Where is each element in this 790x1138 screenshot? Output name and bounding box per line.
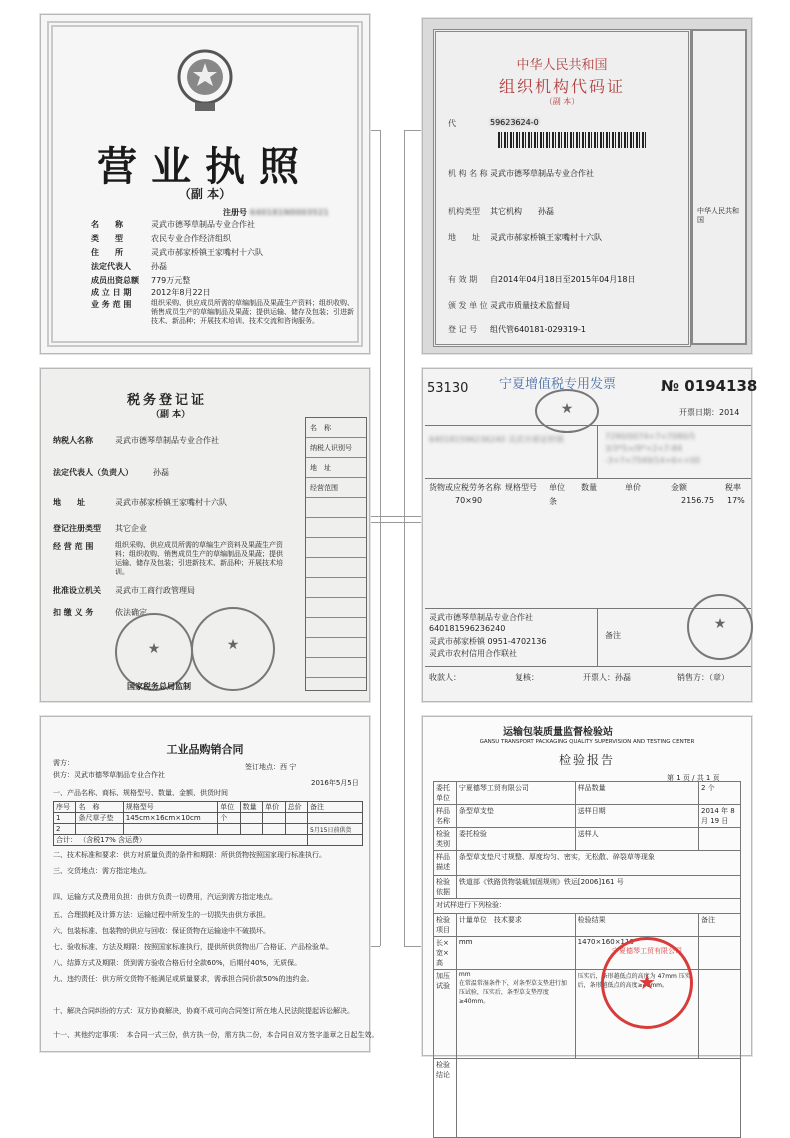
tax-bureau-seal: ★ — [115, 613, 193, 691]
contract-clause: 七、验收标准、方法及期限：按照国家标准执行，提供所供货物出厂合格证、产品检验单。 — [53, 943, 333, 951]
right-label: 经营范围 — [310, 484, 338, 492]
invoice-table — [425, 425, 751, 690]
field-value: 2014 年 8 月 19 日 — [698, 805, 740, 828]
page-indicator: 第 1 页 / 共 1 页 — [667, 774, 720, 782]
purchase-contract-scan — [40, 716, 379, 1052]
inspection-report-scan — [422, 716, 752, 1079]
result-cell — [698, 970, 740, 1059]
cipher-area: 3/3*5>/9*+2<7-84 — [605, 444, 683, 453]
license-field: 成员出资总额 779万元整 — [91, 276, 191, 285]
table-header: 单位 — [218, 802, 240, 813]
connector-line — [404, 946, 422, 947]
cert-copy-label: （副 本） — [544, 97, 580, 106]
connector-line — [380, 130, 381, 946]
document-subtitle: （副 本） — [178, 187, 232, 201]
table-cell: 2 — [54, 824, 76, 835]
contract-clause: 五、合理损耗及计算方法：运输过程中所发生的一切损失由供方承担。 — [53, 911, 270, 919]
table-header: 总价 — [285, 802, 307, 813]
national-emblem-icon — [175, 45, 235, 115]
payee-label: 收款人： — [429, 673, 461, 682]
cert-title-line2: 组织机构代码证 — [498, 77, 625, 96]
result-cell: mm 在常温常湿条件下，对条型草支垫进行加压试验，压实后，条型草支垫厚度≥40mm。 — [456, 970, 575, 1059]
contract-product-table — [53, 801, 363, 846]
table-cell: 5月15日前供货 — [308, 824, 363, 835]
table-cell: 条尺草子垫 — [76, 813, 123, 824]
drawer-label: 开票人：孙磊 — [583, 673, 631, 682]
contract-clause: 十、解决合同纠纷的方式：双方协商解决，协商不成可向合同签订所在地人民法院提起诉讼解决。 — [53, 1007, 354, 1015]
inspection-table — [433, 781, 741, 1138]
field-label: 样品名称 — [434, 805, 457, 828]
result-header: 计量单位 技术要求 — [456, 914, 575, 937]
cipher-area: 7290/0074+7<7080/5 — [605, 432, 696, 441]
org-field: 机 构 名 称 灵武市德琴草制品专业合作社 — [448, 169, 594, 178]
tax-field: 批准设立机关 灵武市工商行政管理局 — [53, 586, 195, 595]
field-label: 委托单位 — [434, 782, 457, 805]
license-field: 住 所 灵武市郝家桥镇王家嘴村十六队 — [91, 248, 263, 257]
invoice-seal: ★ — [535, 389, 599, 433]
org-field: 颁 发 单 位 灵武市质量技术监督局 — [448, 301, 570, 310]
code-field: 代 59623624-0 — [448, 118, 539, 128]
table-cell — [218, 824, 240, 835]
field-label: 样品数量 — [575, 782, 698, 805]
tax-field: 扣 缴 义 务 依法确定 — [53, 608, 147, 617]
result-cell: 加压试验 — [434, 970, 457, 1059]
connector-line — [404, 130, 405, 946]
tax-field: 法定代表人（负责人） 孙磊 — [53, 468, 169, 477]
org-name: 运输包装质量监督检验站 — [503, 727, 613, 738]
table-header: 序号 — [54, 802, 76, 813]
connector-line — [368, 522, 422, 523]
seal-text: 宁夏德琴工贸有限公司 — [612, 947, 682, 955]
document-title: 工业品购销合同 — [166, 743, 244, 756]
seller-name: 灵武市德琴草制品专业合作社 — [429, 613, 533, 622]
col-header: 规格型号 — [505, 483, 537, 492]
seller-tax-no: 640181596236240 — [429, 624, 506, 633]
certificate-frame — [433, 29, 691, 347]
field-value: 2 个 — [698, 782, 740, 805]
sign-place: 签订地点：西 宁 — [245, 763, 297, 771]
issuer-label: 国家税务总局监制 — [127, 682, 191, 691]
table-header: 名 称 — [76, 802, 123, 813]
result-header: 检验项目 — [434, 914, 457, 937]
license-field: 成 立 日 期 2012年8月22日 — [91, 288, 211, 297]
tax-field: 纳税人名称 灵武市德琴草制品专业合作社 — [53, 436, 219, 445]
buyer-line: 需方： — [53, 759, 74, 767]
company-seal — [601, 937, 693, 1029]
result-cell: 压实后，条形越低点的高度为 47mm 压实后，条形越低点的高度≥40mm。 — [575, 970, 698, 1059]
side-text: 中华人民共和国 — [697, 207, 739, 224]
field-label: 检验类别 — [434, 828, 457, 851]
conclusion-cell — [456, 1059, 740, 1138]
vat-invoice-scan — [422, 368, 758, 702]
field-value — [698, 828, 740, 851]
result-cell: mm — [456, 937, 575, 970]
table-cell — [76, 824, 123, 835]
field-label: 送样人 — [575, 828, 698, 851]
table-cell: 个 — [218, 813, 240, 824]
remark-label: 备注 — [605, 631, 621, 640]
contract-clause: 八、结算方式及期限：货到需方验收合格后付全款60%，后期付40%，无质保。 — [53, 959, 302, 967]
seller-bank: 灵武市农村信用合作联社 — [429, 649, 517, 658]
field-value: 条型草支垫尺寸规整、厚度均匀、密实，无松散、碎裂草等现象 — [456, 851, 740, 876]
document-subtitle: （副 本） — [151, 410, 191, 420]
invoice-code: 53130 — [427, 381, 469, 396]
tax-field: 登记注册类型 其它企业 — [53, 524, 147, 533]
connector-line — [404, 130, 422, 131]
seller-address: 灵武市郝家桥镇 0951-4702136 — [429, 637, 547, 646]
contract-clause: 十一、其他约定事项： 本合同一式三份，供方执一份，需方执二份，本合同自双方签字盖章之日起生效。 — [53, 1031, 379, 1039]
contract-clause: 四、运输方式及费用负担：由供方负责一切费用，汽运到需方指定地点。 — [53, 893, 277, 901]
result-header: 检验结果 — [575, 914, 698, 937]
unit-value: 条 — [549, 497, 557, 506]
table-header: 数量 — [240, 802, 262, 813]
amount-value: 2156.75 — [681, 496, 715, 505]
tax-registration-scan — [40, 368, 370, 702]
contract-clause: 二、技术标准和要求：供方对质量负责的条件和期限：所供货物按照国家现行标准执行。 — [53, 851, 326, 859]
tax-field: 地 址 灵武市郝家桥镇王家嘴村十六队 — [53, 498, 227, 507]
certificate-side-panel — [691, 29, 747, 345]
tax-rate-value: 17% — [727, 496, 745, 505]
document-title: 税务登记证 — [127, 393, 208, 408]
star-icon: ★ — [638, 970, 656, 994]
org-field: 登 记 号 组代管640181-029319-1 — [448, 325, 586, 334]
barcode-icon — [498, 132, 648, 148]
table-total: 合计： （含税17% 含运费） — [54, 835, 308, 846]
contract-clause: 九、违约责任：供方所交货物不能满足或质量要求，需承担合同价款50%的违约金。 — [53, 975, 314, 983]
org-field: 地 址 灵武市郝家桥镇王家嘴村十六队 — [448, 233, 602, 242]
license-field: 法定代表人 孙磊 — [91, 262, 167, 271]
tax-bureau-seal: ★ — [191, 607, 275, 691]
field-value: 委托检验 — [456, 828, 575, 851]
table-cell — [240, 824, 262, 835]
result-header: 备注 — [698, 914, 740, 937]
field-value: 铁道部《铁路货物装载加固规则》铁运[2006]161 号 — [456, 876, 740, 899]
right-label: 地 址 — [310, 464, 331, 472]
field-label: 送样日期 — [575, 805, 698, 828]
table-cell: 1 — [54, 813, 76, 824]
cipher-area: -3+7<7549/14+6<+00 — [605, 456, 701, 465]
table-cell — [263, 813, 285, 824]
table-cell — [240, 813, 262, 824]
cert-title-line1: 中华人民共和国 — [516, 58, 608, 73]
table-header: 备注 — [308, 802, 363, 813]
table-cell — [123, 824, 217, 835]
table-cell — [308, 813, 363, 824]
sign-date: 2016年5月5日 — [311, 779, 359, 787]
col-header: 税率 — [725, 483, 741, 492]
invoice-title: 宁夏增值税专用发票 — [499, 377, 617, 392]
table-header: 单价 — [263, 802, 285, 813]
field-label: 检验结论 — [434, 1059, 457, 1138]
right-label: 纳税人识别号 — [310, 444, 352, 452]
contract-clause: 三、交货地点：需方指定地点。 — [53, 867, 151, 875]
table-cell — [285, 824, 307, 835]
result-cell — [698, 937, 740, 970]
result-cell: 长×宽×高 — [434, 937, 457, 970]
reviewer-label: 复核： — [515, 673, 539, 682]
invoice-number: № 0194138 — [661, 377, 758, 395]
table-cell — [308, 835, 363, 846]
col-header: 数量 — [581, 483, 597, 492]
registration-number: 注册号 640181N0003521 — [223, 208, 329, 217]
org-code-certificate-scan — [422, 18, 752, 354]
section-heading: 一、产品名称、商标、规格型号、数量、金额、供货时间 — [53, 789, 228, 797]
table-header: 规格型号 — [123, 802, 217, 813]
seller-seal-label: 销售方：（章） — [677, 673, 729, 682]
document-title: 营业执照 — [97, 143, 313, 190]
license-field: 名 称 灵武市德琴草制品专业合作社 — [91, 220, 255, 229]
invoice-date: 开票日期：2014 — [679, 408, 740, 417]
col-header: 货物或应税劳务名称 — [429, 483, 501, 492]
seller-line: 供方：灵武市德琴草制品专业合作社 — [53, 771, 165, 779]
license-field: 业 务 范 围 组织采购、供应成员所需的草编制品及果蔬生产资料；组织收购、销售成员生产的草编制品及果蔬；提供运输、储存及包装；引进新技术、新品种；开展技术培训、技术交流和咨询服务。 — [91, 299, 354, 325]
contract-clause: 六、包装标准、包装物的供应与回收：保证货物在运输途中不破损坏。 — [53, 927, 270, 935]
org-field: 机构类型 其它机构 孙磊 — [448, 207, 554, 216]
field-label: 检验依据 — [434, 876, 457, 899]
table-cell — [285, 813, 307, 824]
col-header: 金额 — [671, 483, 687, 492]
org-name-en: GANSU TRANSPORT PACKAGING QUALITY SUPERVISION AND TESTING CENTER — [479, 739, 695, 745]
spec-value: 70×90 — [455, 496, 483, 505]
license-field: 类 型 农民专业合作经济组织 — [91, 234, 231, 243]
org-field: 有 效 期 自2014年04月18日至2015年04月18日 — [448, 275, 636, 284]
field-value: 宁夏德琴工贸有限公司 — [456, 782, 575, 805]
connector-line — [368, 516, 422, 517]
col-header: 单价 — [625, 483, 641, 492]
invoice-seller-seal: ★ — [687, 594, 753, 660]
col-header: 单位 — [549, 483, 565, 492]
result-cell: 1470×160×110 — [575, 937, 698, 970]
buyer-info: 640181596236240 灵武市郝家桥镇 — [429, 435, 564, 444]
report-title: 检验报告 — [558, 753, 615, 767]
tax-right-table — [305, 417, 367, 691]
business-license-scan — [40, 14, 370, 354]
section-label: 对试样进行下列检验： — [434, 899, 741, 914]
field-value: 条型草支垫 — [456, 805, 575, 828]
field-label: 样品描述 — [434, 851, 457, 876]
table-cell — [263, 824, 285, 835]
right-label: 名 称 — [310, 424, 331, 432]
table-cell: 145cm×16cm×10cm — [123, 813, 217, 824]
tax-field: 经 营 范 围 组织采购、供应成员所需的草编生产资料及果蔬生产资料；组织收购、销售成员生产的草编制品及果蔬；提供运输、储存及包装；引进新技术、新品种；开展技术培训。 — [53, 541, 283, 576]
